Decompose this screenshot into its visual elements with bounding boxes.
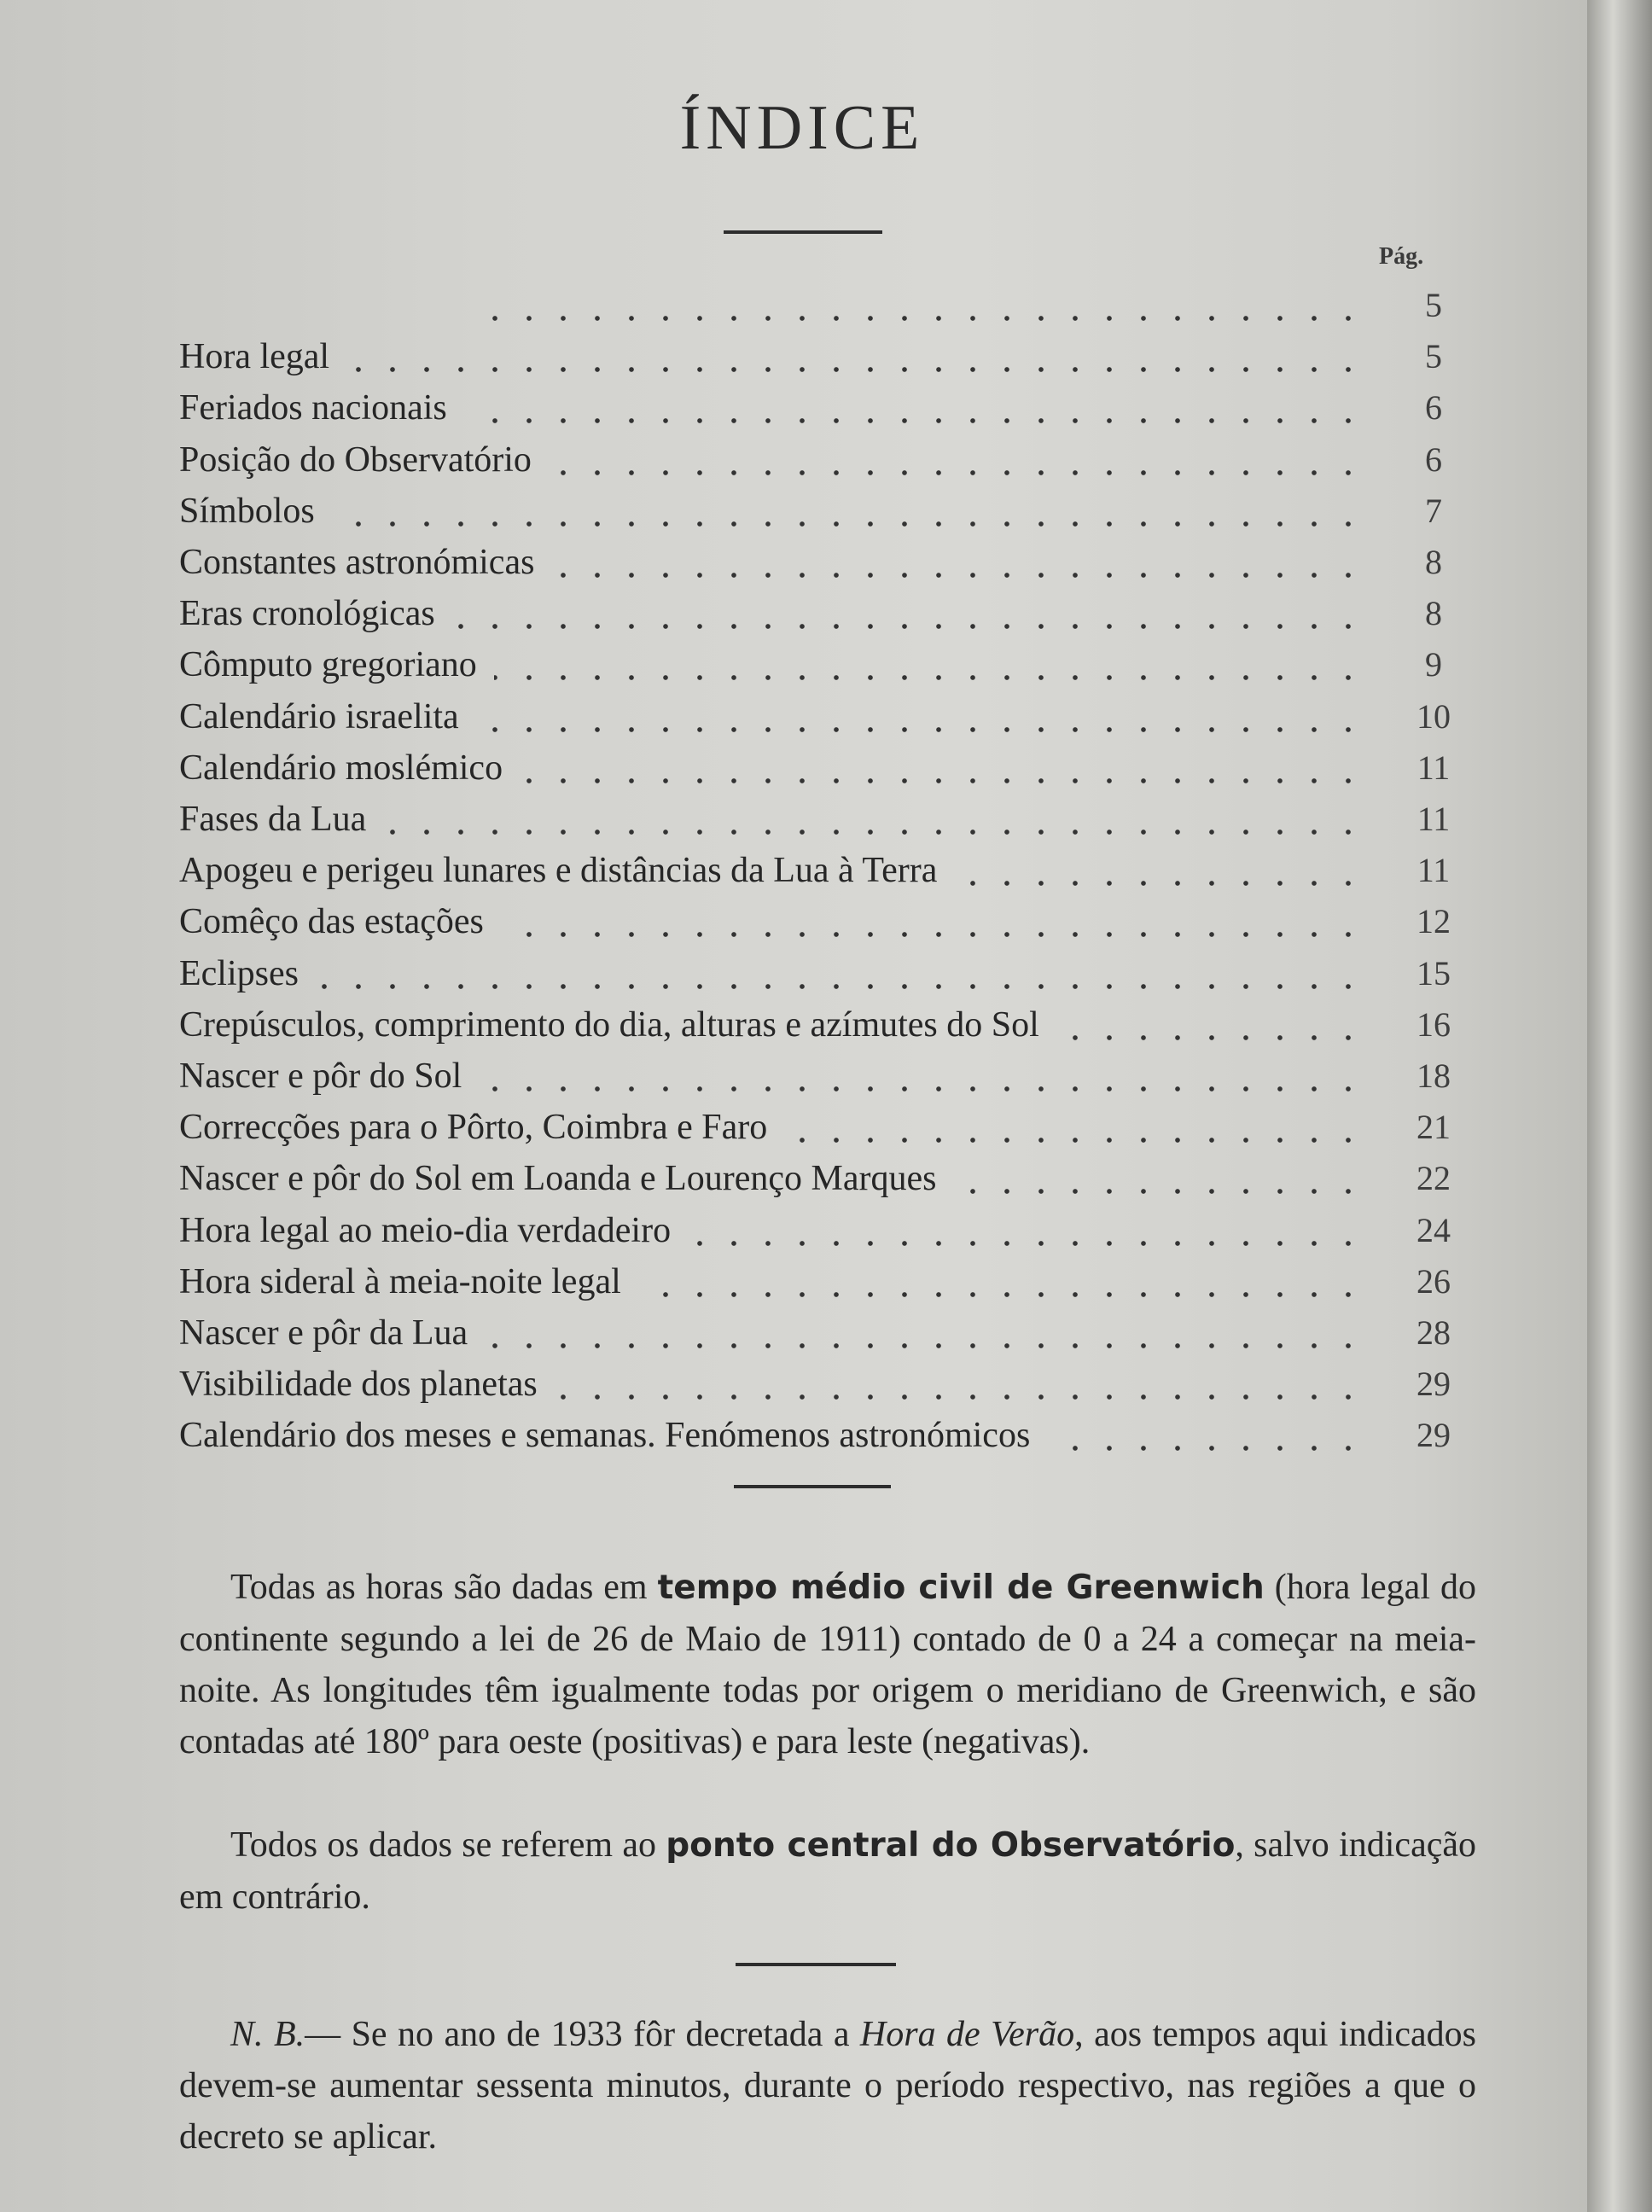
note-text-1: Todas as horas são dadas em bbox=[230, 1568, 658, 1607]
toc-entry-title: Símbolos bbox=[179, 491, 315, 531]
toc-entry-title: Fases da Lua bbox=[179, 800, 367, 839]
reference-text-2: , salvo indicação em contrário. bbox=[179, 1825, 1476, 1917]
nb-text-2: , aos tempos aqui indicados devem-se aumentar sessenta minutos, durante o período respectivo, nas regiões a que o decreto se aplicar. bbox=[179, 2015, 1477, 2157]
nb-label: N. B. bbox=[230, 2015, 305, 2054]
nb-text-1: — Se no ano de 1933 fôr decretada a bbox=[305, 2015, 860, 2054]
toc-entry-title: Apogeu e perigeu lunares e distâncias da Lua à Terra bbox=[179, 851, 938, 891]
page-title: ÍNDICE bbox=[679, 93, 925, 163]
toc-entry-page: 9 bbox=[1425, 645, 1442, 684]
toc-entry bbox=[179, 487, 1468, 535]
toc-entry-page: 6 bbox=[1425, 388, 1442, 428]
toc-leader-dots bbox=[520, 777, 1365, 785]
toc-entry bbox=[179, 1207, 1468, 1254]
toc-leader-dots bbox=[551, 571, 1365, 579]
toc-entry bbox=[179, 538, 1468, 586]
toc-entry-page: 18 bbox=[1416, 1057, 1451, 1095]
toc-entry-page: 6 bbox=[1425, 439, 1442, 479]
toc-entry-title: Hora legal ao meio-dia verdadeiro bbox=[179, 1210, 672, 1250]
note-text-2: (hora legal do continente segundo a lei de 26 de Maio de 1911) contado de 0 a 24 a começar na meia-noite. As longitudes têm igualmente todas por origem o meridiano de Greenwich, e são contadas até 180º para oeste (positivas) e para leste (negativas). bbox=[179, 1568, 1476, 1761]
toc-entry-page: 24 bbox=[1416, 1210, 1451, 1249]
toc-entry-title: Crepúsculos, comprimento do dia, alturas e azímutes do Sol bbox=[179, 1004, 1039, 1045]
toc-entry-title: Eras cronológicas bbox=[179, 594, 435, 634]
toc-entry bbox=[179, 1001, 1468, 1049]
toc-entry bbox=[179, 795, 1468, 843]
toc-entry bbox=[179, 1052, 1468, 1100]
toc-entry-title: Posição do Observatório bbox=[179, 439, 532, 480]
toc-leader-dots bbox=[479, 1085, 1365, 1093]
section-divider bbox=[734, 1485, 891, 1488]
reference-paragraph bbox=[179, 1819, 1476, 1923]
toc-entry bbox=[179, 847, 1468, 894]
toc-entry-page: 7 bbox=[1425, 491, 1442, 530]
toc-entry-title: Calendário moslémico bbox=[179, 748, 503, 788]
toc-entry-page: 29 bbox=[1416, 1365, 1451, 1404]
toc-leader-dots bbox=[464, 416, 1365, 425]
toc-leader-dots bbox=[316, 982, 1365, 991]
toc-entry bbox=[179, 744, 1468, 792]
toc-entry bbox=[179, 282, 1468, 329]
toc-entry-page: 16 bbox=[1416, 1004, 1451, 1044]
toc-entry-title: Visibilidade dos planetas bbox=[179, 1365, 538, 1405]
toc-entry bbox=[179, 950, 1468, 998]
book-gutter bbox=[1587, 0, 1652, 2212]
toc-entry-page: 26 bbox=[1416, 1261, 1451, 1301]
toc-entry-page: 11 bbox=[1416, 748, 1451, 787]
toc-entry-page: 8 bbox=[1425, 543, 1442, 581]
toc-entry-page: 11 bbox=[1416, 800, 1451, 838]
toc-entry-title: Eclipses bbox=[179, 953, 299, 993]
toc-leader-dots bbox=[784, 1136, 1365, 1144]
toc-leader-dots bbox=[1047, 1444, 1365, 1452]
title-divider bbox=[724, 230, 882, 234]
toc-entry bbox=[179, 436, 1468, 484]
toc-entry bbox=[179, 590, 1468, 637]
toc-entry-page: 5 bbox=[1425, 286, 1442, 324]
toc-entry-title: Calendário israelita bbox=[179, 696, 459, 736]
toc-entry-title: Feriados nacionais bbox=[179, 388, 447, 428]
page-column-header: Pág. bbox=[1379, 243, 1424, 270]
toc-entry-title: Correcções para o Pôrto, Coimbra e Faro bbox=[179, 1108, 768, 1148]
toc-leader-dots bbox=[688, 1239, 1365, 1248]
toc-leader-dots bbox=[346, 365, 1365, 374]
toc-entry-page: 5 bbox=[1425, 337, 1442, 376]
toc-entry-title: Nascer e pôr do Sol em Loanda e Lourenço Marques bbox=[179, 1159, 937, 1199]
toc-leader-dots bbox=[485, 1342, 1365, 1350]
toc-entry-title: Nascer e pôr do Sol bbox=[179, 1057, 462, 1096]
toc-entry-title: Calendário dos meses e semanas. Fenómenos astronómicos bbox=[179, 1416, 1031, 1456]
toc-leader-dots bbox=[476, 725, 1365, 734]
toc-entry-title: Hora sideral à meia-noite legal bbox=[179, 1261, 621, 1301]
toc-entry-title: Constantes astronómicas bbox=[179, 543, 535, 582]
note-paragraph bbox=[179, 1562, 1476, 1767]
toc-entry-title: Cômputo gregoriano bbox=[179, 645, 477, 685]
toc-entry-page: 8 bbox=[1425, 594, 1442, 633]
nb-paragraph bbox=[179, 2009, 1476, 2163]
toc-leader-dots bbox=[469, 314, 1365, 323]
toc-leader-dots bbox=[954, 1187, 1365, 1196]
toc-leader-dots bbox=[549, 469, 1365, 477]
toc-entry-title: Comêço das estações bbox=[179, 902, 484, 942]
toc-entry bbox=[179, 1360, 1468, 1408]
toc-leader-dots bbox=[332, 520, 1365, 528]
toc-leader-dots bbox=[1056, 1033, 1365, 1042]
toc-entry-title: Hora legal bbox=[179, 337, 330, 377]
toc-leader-dots bbox=[555, 1393, 1365, 1401]
toc-entry bbox=[179, 693, 1468, 741]
toc-leader-dots bbox=[501, 930, 1365, 939]
toc-leader-dots bbox=[494, 673, 1365, 682]
toc-entry bbox=[179, 384, 1468, 432]
reference-text-1: Todos os dados se referem ao bbox=[230, 1825, 666, 1865]
toc-entry-page: 11 bbox=[1416, 851, 1451, 890]
toc-entry-page: 29 bbox=[1416, 1416, 1451, 1455]
section-divider-2 bbox=[736, 1963, 896, 1966]
toc-entry bbox=[179, 1412, 1468, 1459]
note-bold-1: tempo médio civil de Greenwich bbox=[657, 1569, 1265, 1607]
toc-leader-dots bbox=[638, 1290, 1365, 1299]
toc-leader-dots bbox=[954, 879, 1365, 888]
toc-entry bbox=[179, 898, 1468, 946]
toc-entry bbox=[179, 1258, 1468, 1306]
toc-entry bbox=[179, 641, 1468, 689]
toc-entry-page: 10 bbox=[1416, 696, 1451, 736]
toc-entry bbox=[179, 1309, 1468, 1357]
toc-leader-dots bbox=[452, 622, 1365, 631]
toc-leader-dots bbox=[383, 828, 1365, 836]
toc-entry-page: 28 bbox=[1416, 1313, 1451, 1352]
toc-entry-page: 21 bbox=[1416, 1108, 1451, 1147]
toc-entry bbox=[179, 333, 1468, 381]
toc-entry-page: 22 bbox=[1416, 1159, 1451, 1198]
toc-entry bbox=[179, 1155, 1468, 1202]
toc-entry-title: Nascer e pôr da Lua bbox=[179, 1313, 468, 1353]
toc-entry bbox=[179, 1103, 1468, 1151]
toc-entry-page: 15 bbox=[1416, 953, 1451, 992]
nb-italic-1: Hora de Verão bbox=[859, 2015, 1075, 2054]
reference-bold-1: ponto central do Observatório bbox=[666, 1826, 1236, 1865]
toc-entry-page: 12 bbox=[1416, 902, 1451, 941]
